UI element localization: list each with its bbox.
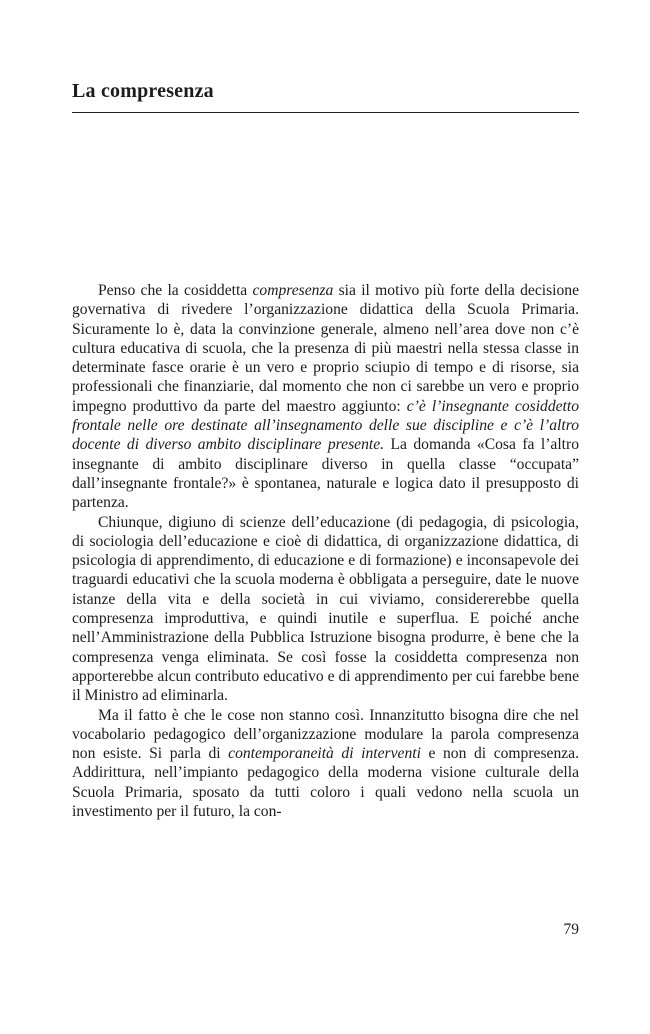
chapter-header [72,80,579,113]
page-number: 79 [563,921,579,938]
page-content [72,0,579,821]
text-run: La domanda «Cosa fa l’altro insegnante di ambito disciplinare diverso in quella classe “occupata” dall’insegnante frontale?» è spontanea, naturale e logica dato il presupposto di partenza. [72,436,579,512]
title-rule [72,112,579,113]
paragraph [72,281,579,513]
text-run: Ma il fatto è che le cose non stanno così. Innanzitutto bisogna dire che nel vocabolario pedagogico dell’organizzazione modulare la parola compresenza non esiste. Si parla di [72,706,579,763]
paragraph [72,513,579,706]
text-run-italic: c’è l’insegnante cosiddetto frontale nelle ore destinate all’insegnamento delle sue discipline e c’è l’altro docente di diverso ambito disciplinare presente. [72,397,580,454]
chapter-title: La compresenza [72,80,214,102]
body-text [72,281,579,821]
text-run: sia il motivo più forte della decisione governativa di rivedere l’organizzazione didattica della Scuola Primaria. Sicuramente lo è, data la convinzione generale, almeno nell’area dove non c’è cultura educativa di scuola, che la presenza di più maestri nella stessa classe in determinate fasce orarie è un vero e proprio sciupio di tempo e di risorse, sia professionali che finanziarie, dal momento che non ci sarebbe un vero e proprio impegno produttivo da parte del maestro aggiunto: [72,282,579,415]
text-run-italic: contemporaneità di interventi [228,745,421,763]
text-run: Chiunque, digiuno di scienze dell’educazione (di pedagogia, di psicologia, di sociologia dell’educazione e cioè di didattica, di organizzazione didattica, di psicologia di apprendimento, di educazione e di formazione) e inconsapevole dei traguardi educativi che la scuola moderna è obbligata a perseguire, date le nuove istanze della vita e della società in cui viviamo, considererebbe quella compresenza improduttiva, e quindi inutile e superflua. E poiché anche nell’Amministrazione della Pubblica Istruzione bisogna produrre, è bene che la compresenza venga eliminata. Se così fosse la cosiddetta compresenza non apporterebbe alcun contributo educativo e di apprendimento per cui farebbe bene il Ministro ad eliminarla. [72,513,579,705]
paragraph [72,706,579,822]
text-run: Penso che la cosiddetta [98,282,253,299]
text-run-italic: compresenza [252,282,334,299]
text-run: e non di compresenza. Addirittura, nell’impianto pedagogico della moderna visione culturale della Scuola Primaria, sposato da tutti coloro i quali vedono nella scuola un investimento per il futuro, la con- [72,745,579,821]
